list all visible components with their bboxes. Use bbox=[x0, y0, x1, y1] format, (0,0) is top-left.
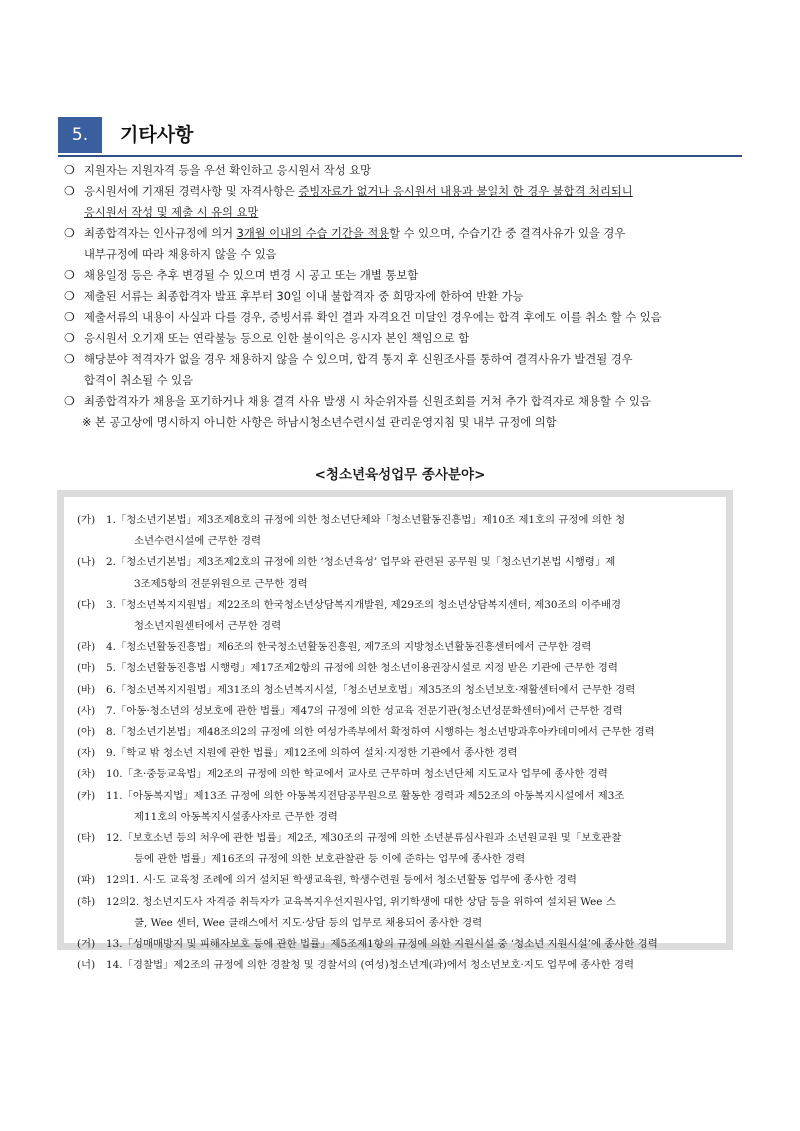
list-item: ❍ 응시원서에 기재된 경력사항 및 자격사항은 증빙자료가 없거나 응시원서 내용과 불일치 한 경우 불합격 처리되니 응시원서 작성 및 제출 시 유의 요망 bbox=[64, 181, 749, 223]
section-title: 기타사항 bbox=[120, 124, 194, 146]
field-text: 14.「경찰법」제2조의 규정에 의한 경찰청 및 경찰서의 (여성)청소년계(과)에서 청소년보호·지도 업무에 종사한 경력 bbox=[106, 959, 635, 972]
field-text: 3.「청소년복지지원법」제22조의 한국청소년상담복지개발원, 제29조의 청소년상담복지센터, 제30조의 이주배경 bbox=[106, 598, 622, 611]
circle-bullet-icon: ❍ bbox=[64, 289, 75, 303]
field-text-continuation: 등에 관한 법률」제16조의 규정에 의한 보호관찰관 등 이에 준하는 업무에 종사한 경력 bbox=[134, 853, 526, 866]
section-number: 5. bbox=[58, 117, 102, 153]
field-label: (카) bbox=[77, 789, 96, 802]
field-text: 13.「성매매방지 및 피해자보호 등에 관한 법률」제5조제1항의 규정에 의한 지원시설 중 ‘청소년 지원시설’에 종사한 경력 bbox=[106, 938, 658, 951]
field-text: 5.「청소년활동진흥법 시행령」제17조제2항의 규정에 의한 청소년이용권장시설로 지정 받은 기관에 근무한 경력 bbox=[106, 662, 618, 675]
circle-bullet-icon: ❍ bbox=[64, 163, 75, 177]
fields-list bbox=[64, 497, 726, 972]
list-item: ❍ 최종합격자는 인사규정에 의거 3개월 이내의 수습 기간을 적용할 수 있으며, 수습기간 중 결격사유가 있을 경우 내부규정에 따라 채용하지 않을 수 있음 bbox=[64, 223, 749, 265]
field-text: 8.「청소년기본법」제48조의2의 규정에 의한 여성가족부에서 확정하여 시행하는 청소년방과후아카데미에서 근무한 경력 bbox=[106, 726, 655, 739]
field-item bbox=[77, 892, 718, 934]
circle-bullet-icon: ❍ bbox=[64, 394, 75, 408]
field-text: 7.「아동·청소년의 성보호에 관한 법률」제47의 규정에 의한 성교육 전문기관(청소년성문화센터)에서 근무한 경력 bbox=[106, 704, 623, 717]
field-text: 11.「아동복지법」제13조 규정에 의한 아동복지전담공무원으로 활동한 경력과 제52조의 아동복지시설에서 제3조 bbox=[106, 789, 625, 802]
field-label: (아) bbox=[77, 726, 96, 739]
field-text-continuation: 쿨, Wee 센터, Wee 클래스에서 지도·상담 등의 업무로 채용되어 종사한 경력 bbox=[134, 916, 483, 929]
field-label: (하) bbox=[77, 895, 96, 908]
field-item bbox=[77, 658, 718, 679]
field-text: 10.「초·중등교육법」제2조의 규정에 의한 학교에서 교사로 근무하며 청소년단체 지도교사 업무에 종사한 경력 bbox=[106, 768, 608, 781]
field-label: (가) bbox=[77, 514, 96, 526]
field-item bbox=[77, 701, 718, 722]
field-item bbox=[77, 743, 718, 764]
field-text: 12의1. 시·도 교육청 조례에 의거 설치된 학생교육원, 학생수련원 등에서 청소년활동 업무에 종사한 경력 bbox=[106, 874, 577, 887]
field-text-continuation: 3조제5항의 전문위원으로 근무한 경력 bbox=[134, 577, 308, 590]
underlined-text: 3개월 이내의 수습 기간을 적용 bbox=[236, 227, 390, 240]
field-item bbox=[77, 786, 718, 828]
field-label: (바) bbox=[77, 683, 96, 696]
circle-bullet-icon: ❍ bbox=[64, 184, 75, 198]
field-label: (나) bbox=[77, 556, 96, 569]
field-item bbox=[77, 764, 718, 785]
box-title: <청소년육성업무 종사분야> bbox=[314, 467, 486, 483]
field-item bbox=[77, 510, 718, 552]
list-item: ❍ 최종합격자가 채용을 포기하거나 채용 결격 사유 발생 시 차순위자를 신원조회를 거쳐 추가 합격자로 채용할 수 있음 bbox=[64, 391, 749, 412]
list-item: ❍ 응시원서 오기재 또는 연락불능 등으로 인한 불이익은 응시자 본인 책임으로 함 bbox=[64, 328, 749, 349]
field-label: (사) bbox=[77, 704, 96, 717]
field-label: (자) bbox=[77, 747, 96, 760]
field-item bbox=[77, 722, 718, 743]
circle-bullet-icon: ❍ bbox=[64, 226, 75, 240]
footnote: ※ 본 공고상에 명시하지 아니한 사항은 하남시청소년수련시설 관리운영지침 및 내부 규정에 의함 bbox=[82, 416, 557, 429]
field-item bbox=[77, 934, 718, 955]
field-item bbox=[77, 637, 718, 658]
field-item bbox=[77, 680, 718, 701]
field-text: 6.「청소년복지지원법」제31조의 청소년복지시설,「청소년보호법」제35조의 청소년보호·재활센터에서 근무한 경력 bbox=[106, 683, 636, 696]
section-header bbox=[58, 117, 742, 157]
field-item bbox=[77, 870, 718, 891]
field-text: 12.「보호소년 등의 처우에 관한 법률」제2조, 제30조의 규정에 의한 소년분류심사원과 소년원교원 및「보호관찰 bbox=[106, 832, 622, 845]
field-text: 1.「청소년기본법」제3조제8호의 규정에 의한 청소년단체와「청소년활동진흥법」제10조 제1호의 규정에 의한 청 bbox=[106, 514, 626, 526]
field-label: (너) bbox=[77, 959, 96, 972]
underlined-text: 증빙자료가 없거나 응시원서 내용과 불일치 한 경우 불합격 처리되니 bbox=[298, 185, 633, 198]
circle-bullet-icon: ❍ bbox=[64, 310, 75, 324]
field-label: (거) bbox=[77, 938, 96, 951]
field-label: (다) bbox=[77, 598, 96, 611]
circle-bullet-icon: ❍ bbox=[64, 352, 75, 366]
field-label: (파) bbox=[77, 874, 96, 887]
field-text: 12의2. 청소년지도사 자격증 취득자가 교육복지우선지원사업, 위기학생에 대한 상담 등을 위하여 설치된 Wee 스 bbox=[106, 895, 616, 908]
field-label: (마) bbox=[77, 662, 96, 675]
fields-box bbox=[57, 490, 733, 972]
circle-bullet-icon: ❍ bbox=[64, 268, 75, 282]
list-item: ❍ 해당분야 적격자가 없을 경우 채용하지 않을 수 있으며, 합격 통지 후 신원조사를 통하여 결격사유가 발견될 경우 합격이 취소될 수 있음 bbox=[64, 349, 749, 391]
list-item: ❍ 채용일정 등은 추후 변경될 수 있으며 변경 시 공고 또는 개별 통보함 bbox=[64, 265, 749, 286]
field-item bbox=[77, 595, 718, 637]
field-text-continuation: 청소년지원센터에서 근무한 경력 bbox=[134, 620, 282, 633]
circle-bullet-icon: ❍ bbox=[64, 331, 75, 345]
field-text-continuation: 제11호의 아동복지시설종사자로 근무한 경력 bbox=[134, 810, 338, 823]
field-item bbox=[77, 828, 718, 870]
list-item: ❍ 제출된 서류는 최종합격자 발표 후부터 30일 이내 불합격자 중 희망자에 한하여 반환 가능 bbox=[64, 286, 749, 307]
notice-list bbox=[64, 160, 749, 433]
field-item bbox=[77, 552, 718, 594]
field-text: 4.「청소년활동진흥법」제6조의 한국청소년활동진흥원, 제7조의 지방청소년활동진흥센터에서 근무한 경력 bbox=[106, 641, 592, 654]
field-label: (라) bbox=[77, 641, 96, 654]
field-text: 9.「학교 밖 청소년 지원에 관한 법률」제12조에 의하여 설치·지정한 기관에서 종사한 경력 bbox=[106, 747, 518, 760]
field-item bbox=[77, 955, 718, 976]
underlined-text: 응시원서 작성 및 제출 시 유의 요망 bbox=[84, 206, 259, 219]
field-text-continuation: 소년수련시설에 근무한 경력 bbox=[134, 535, 262, 548]
field-text: 2.「청소년기본법」제3조제2호의 규정에 의한 ‘청소년육성’ 업무와 관련된 공무원 및「청소년기본법 시행령」제 bbox=[106, 556, 616, 569]
list-item: ❍ 제출서류의 내용이 사실과 다를 경우, 증빙서류 확인 결과 자격요건 미달인 경우에는 합격 후에도 이를 취소 할 수 있음 bbox=[64, 307, 749, 328]
list-item: ❍ 지원자는 지원자격 등을 우선 확인하고 응시원서 작성 요망 bbox=[64, 160, 749, 181]
field-label: (차) bbox=[77, 768, 96, 781]
field-label: (타) bbox=[77, 832, 96, 845]
